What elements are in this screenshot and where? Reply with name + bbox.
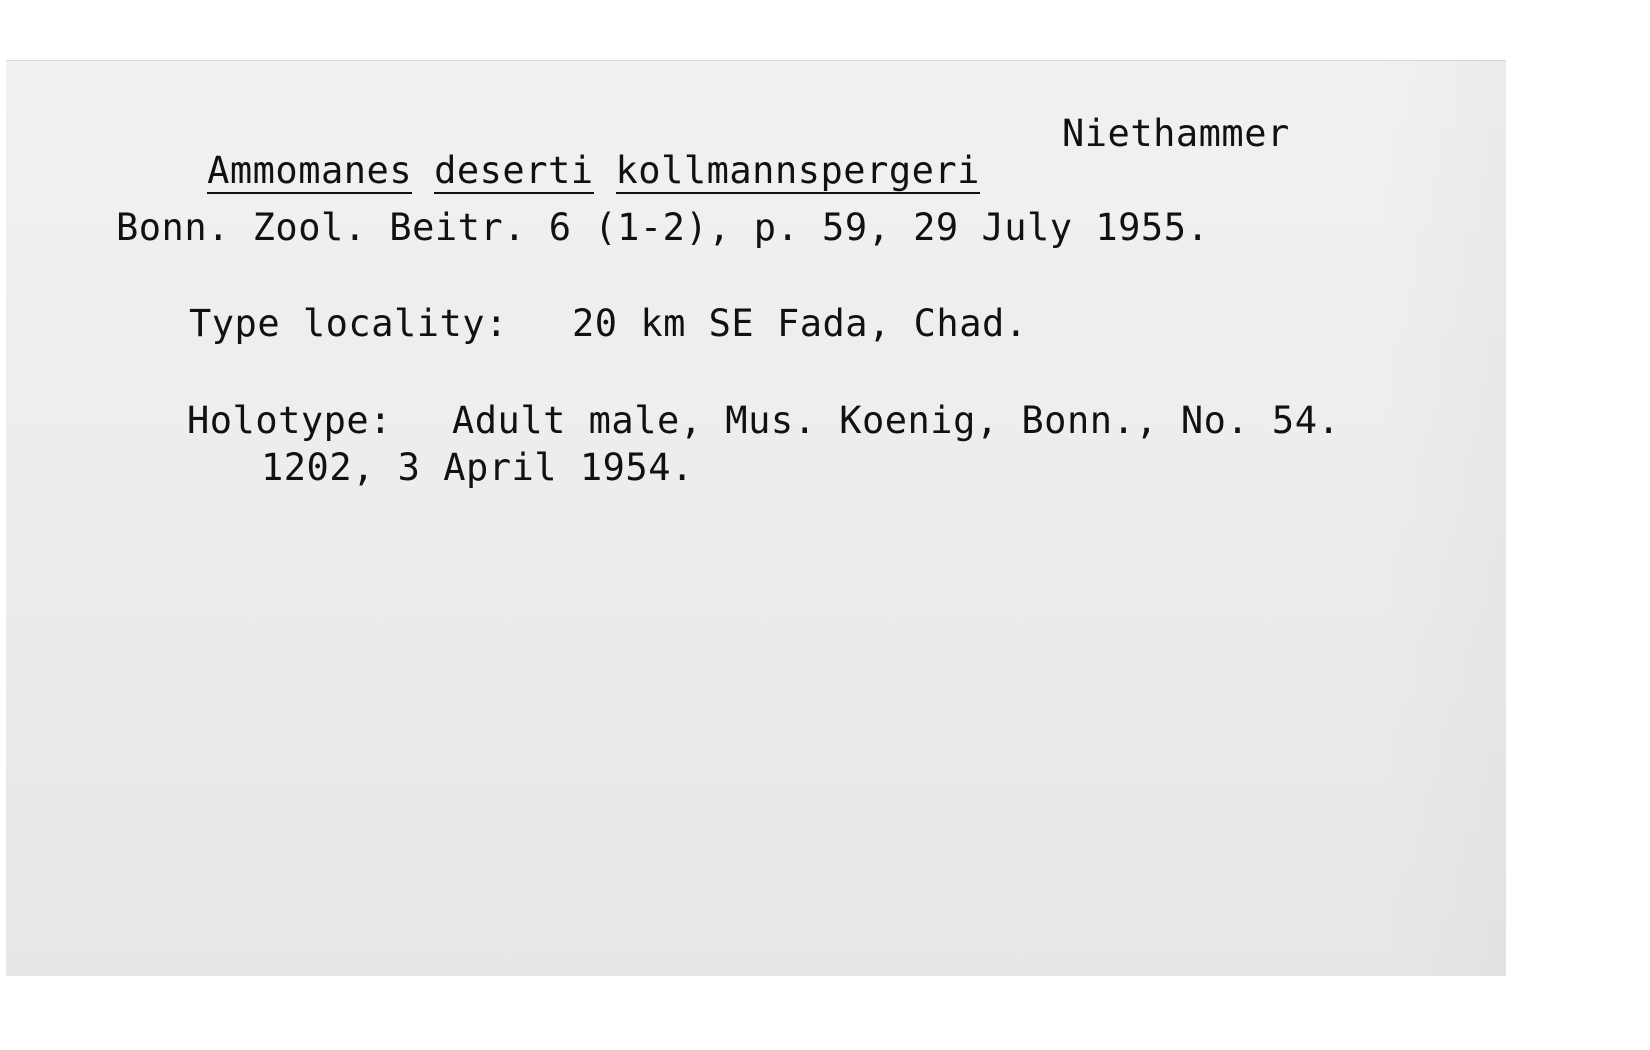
holotype-label: Holotype:: [187, 399, 392, 442]
subspecies-name: kollmannspergeri: [615, 149, 980, 192]
genus-name: Ammomanes: [207, 149, 413, 192]
index-card: [6, 60, 1506, 976]
card-shadow-edge: [1376, 61, 1506, 976]
holotype-value-line1: Adult male, Mus. Koenig, Bonn., No. 54.: [452, 399, 1341, 442]
species-name: deserti: [434, 149, 594, 192]
type-locality-value: 20 km SE Fada, Chad.: [572, 302, 1028, 345]
author-name: Niethammer: [1062, 112, 1290, 155]
holotype-value-line2: 1202, 3 April 1954.: [261, 446, 694, 489]
type-locality-label: Type locality:: [189, 302, 508, 345]
citation: Bonn. Zool. Beitr. 6 (1-2), p. 59, 29 July 1955.: [116, 206, 1210, 249]
